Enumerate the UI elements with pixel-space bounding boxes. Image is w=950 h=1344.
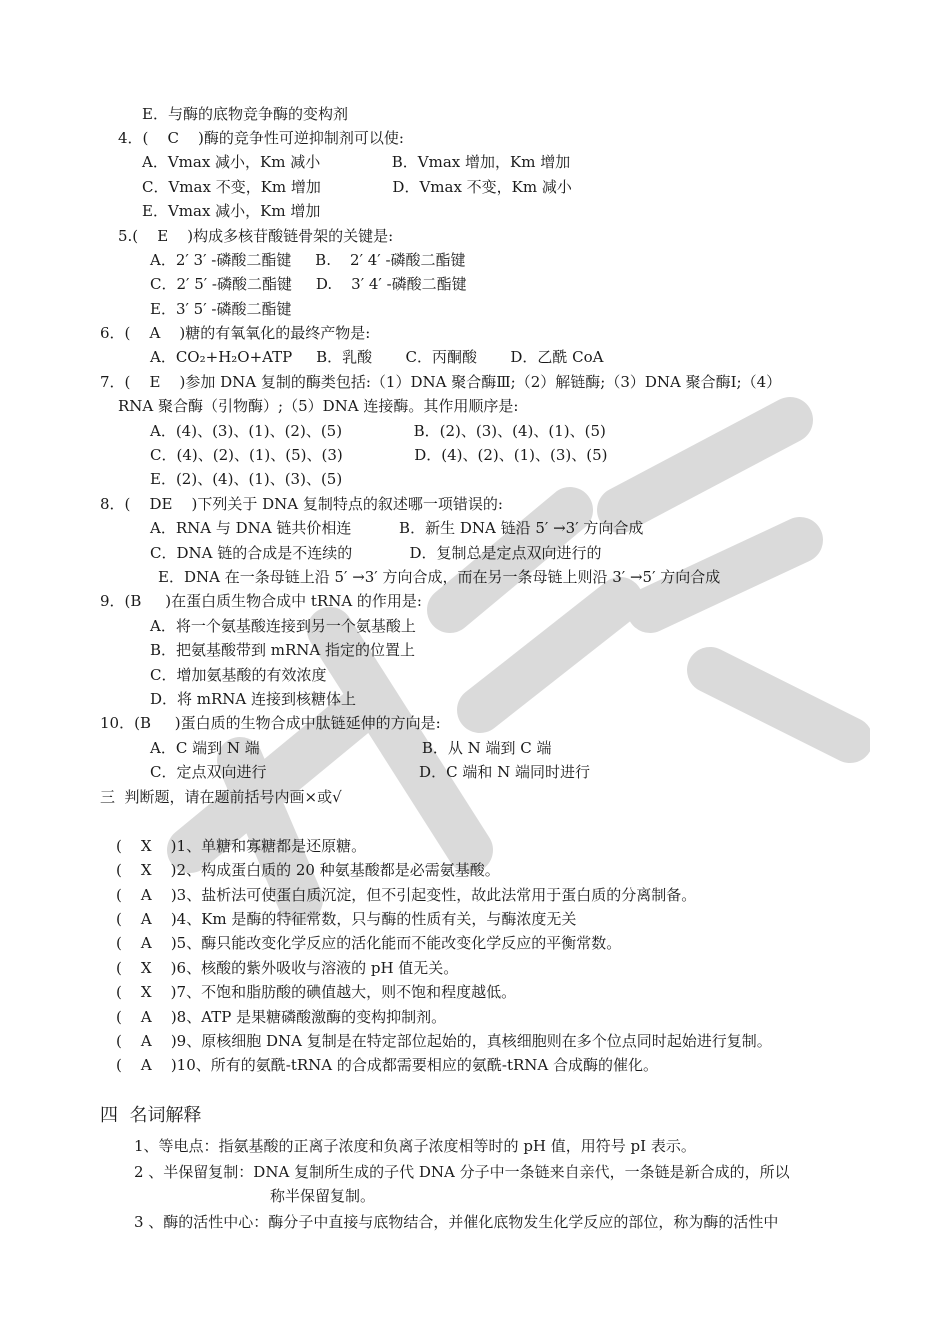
term-2-cont: 称半保留复制。 (270, 1187, 376, 1205)
section-3-heading: 三 判断题，请在题前括号内画×或√ (100, 788, 342, 806)
q4-option-e: E．Vmax 减小，Km 增加 (142, 202, 321, 220)
tf-item-3: ( A )3、盐析法可使蛋白质沉淀，但不引起变性，故此法常用于蛋白质的分离制备。 (116, 886, 697, 904)
tf-item-2: ( X )2、构成蛋白质的 20 种氨基酸都是必需氨基酸。 (116, 861, 500, 879)
q4-options-cd: C．Vmax 不变，Km 增加 D．Vmax 不变，Km 减小 (142, 178, 572, 196)
question-4: 4．( C )酶的竞争性可逆抑制剂可以使: (118, 129, 404, 147)
tf-item-7: ( X )7、不饱和脂肪酸的碘值越大，则不饱和程度越低。 (116, 983, 517, 1001)
q7-options-cd: C．(4)、(2)、(1)、(5)、(3) D．(4)、(2)、(1)、(3)、(5) (150, 446, 608, 464)
question-8: 8．( DE )下列关于 DNA 复制特点的叙述哪一项错误的: (100, 495, 503, 513)
question-9: 9．(B )在蛋白质生物合成中 tRNA 的作用是: (100, 592, 422, 610)
term-2: 2 、半保留复制：DNA 复制所生成的子代 DNA 分子中一条链来自亲代，一条链是新合成的，所以 (134, 1163, 790, 1181)
q9-option-a: A．将一个氨基酸连接到另一个氨基酸上 (150, 617, 416, 635)
q7-option-e: E．(2)、(4)、(1)、(3)、(5) (150, 470, 343, 488)
tf-item-1: ( X )1、单糖和寡糖都是还原糖。 (116, 837, 367, 855)
question-5: 5.( E )构成多核苷酸链骨架的关键是: (118, 227, 394, 245)
section-4-heading: 四 名词解释 (100, 1105, 202, 1126)
q5-options-cd: C．2′ 5′ -磷酸二酯键 D. 3′ 4′ -磷酸二酯键 (150, 275, 467, 293)
term-1: 1、等电点：指氨基酸的正离子浓度和负离子浓度相等时的 pH 值，用符号 pI 表示。 (134, 1137, 696, 1155)
question-10: 10．(B )蛋白质的生物合成中肽链延伸的方向是: (100, 714, 441, 732)
q5-option-e: E．3′ 5′ -磷酸二酯键 (150, 300, 292, 318)
q8-option-e: E．DNA 在一条母链上沿 5′ →3′ 方向合成，而在另一条母链上则沿 3′ →5′ 方向合成 (158, 568, 721, 586)
tf-item-4: ( A )4、Km 是酶的特征常数，只与酶的性质有关，与酶浓度无关 (116, 910, 577, 928)
question-7: 7．( E )参加 DNA 复制的酶类包括:（1）DNA 聚合酶Ⅲ;（2）解链酶;（3）DNA 聚合酶Ⅰ;（4） (100, 373, 782, 391)
q8-options-ab: A．RNA 与 DNA 链共价相连 B．新生 DNA 链沿 5′ →3′ 方向合成 (150, 519, 644, 537)
tf-item-6: ( X )6、核酸的紫外吸收与溶液的 pH 值无关。 (116, 959, 459, 977)
q8-options-cd: C．DNA 链的合成是不连续的 D．复制总是定点双向进行的 (150, 544, 602, 562)
tf-item-9: ( A )9、原核细胞 DNA 复制是在特定部位起始的，真核细胞则在多个位点同时起始进行复制。 (116, 1032, 772, 1050)
question-6: 6．( A )糖的有氧氧化的最终产物是: (100, 324, 371, 342)
q5-options-ab: A．2′ 3′ -磷酸二酯键 B. 2′ 4′ -磷酸二酯键 (150, 251, 466, 269)
q9-option-b: B．把氨基酸带到 mRNA 指定的位置上 (150, 641, 416, 659)
tf-item-5: ( A )5、酶只能改变化学反应的活化能而不能改变化学反应的平衡常数。 (116, 934, 622, 952)
q7-options-ab: A．(4)、(3)、(1)、(2)、(5) B．(2)、(3)、(4)、(1)、(5) (150, 422, 606, 440)
q9-option-d: D．将 mRNA 连接到核糖体上 (150, 690, 357, 708)
q10-options-cd: C．定点双向进行 D．C 端和 N 端同时进行 (150, 763, 590, 781)
q9-option-c: C．增加氨基酸的有效浓度 (150, 666, 327, 684)
q3-option-e: E．与酶的底物竞争酶的变构剂 (142, 105, 348, 123)
q10-options-ab: A．C 端到 N 端 B．从 N 端到 C 端 (150, 739, 552, 757)
tf-item-8: ( A )8、ATP 是果糖磷酸激酶的变构抑制剂。 (116, 1008, 447, 1026)
q6-options: A．CO₂+H₂O+ATP B．乳酸 C．丙酮酸 D．乙酰 CoA (150, 348, 604, 366)
term-3: 3 、酶的活性中心：酶分子中直接与底物结合，并催化底物发生化学反应的部位，称为酶的活性中 (134, 1213, 779, 1231)
tf-item-10: ( A )10、所有的氨酰-tRNA 的合成都需要相应的氨酰-tRNA 合成酶的催化。 (116, 1056, 659, 1074)
question-7-cont: RNA 聚合酶（引物酶）;（5）DNA 连接酶。其作用顺序是: (118, 397, 519, 415)
q4-options-ab: A．Vmax 减小，Km 减小 B．Vmax 增加，Km 增加 (142, 153, 571, 171)
